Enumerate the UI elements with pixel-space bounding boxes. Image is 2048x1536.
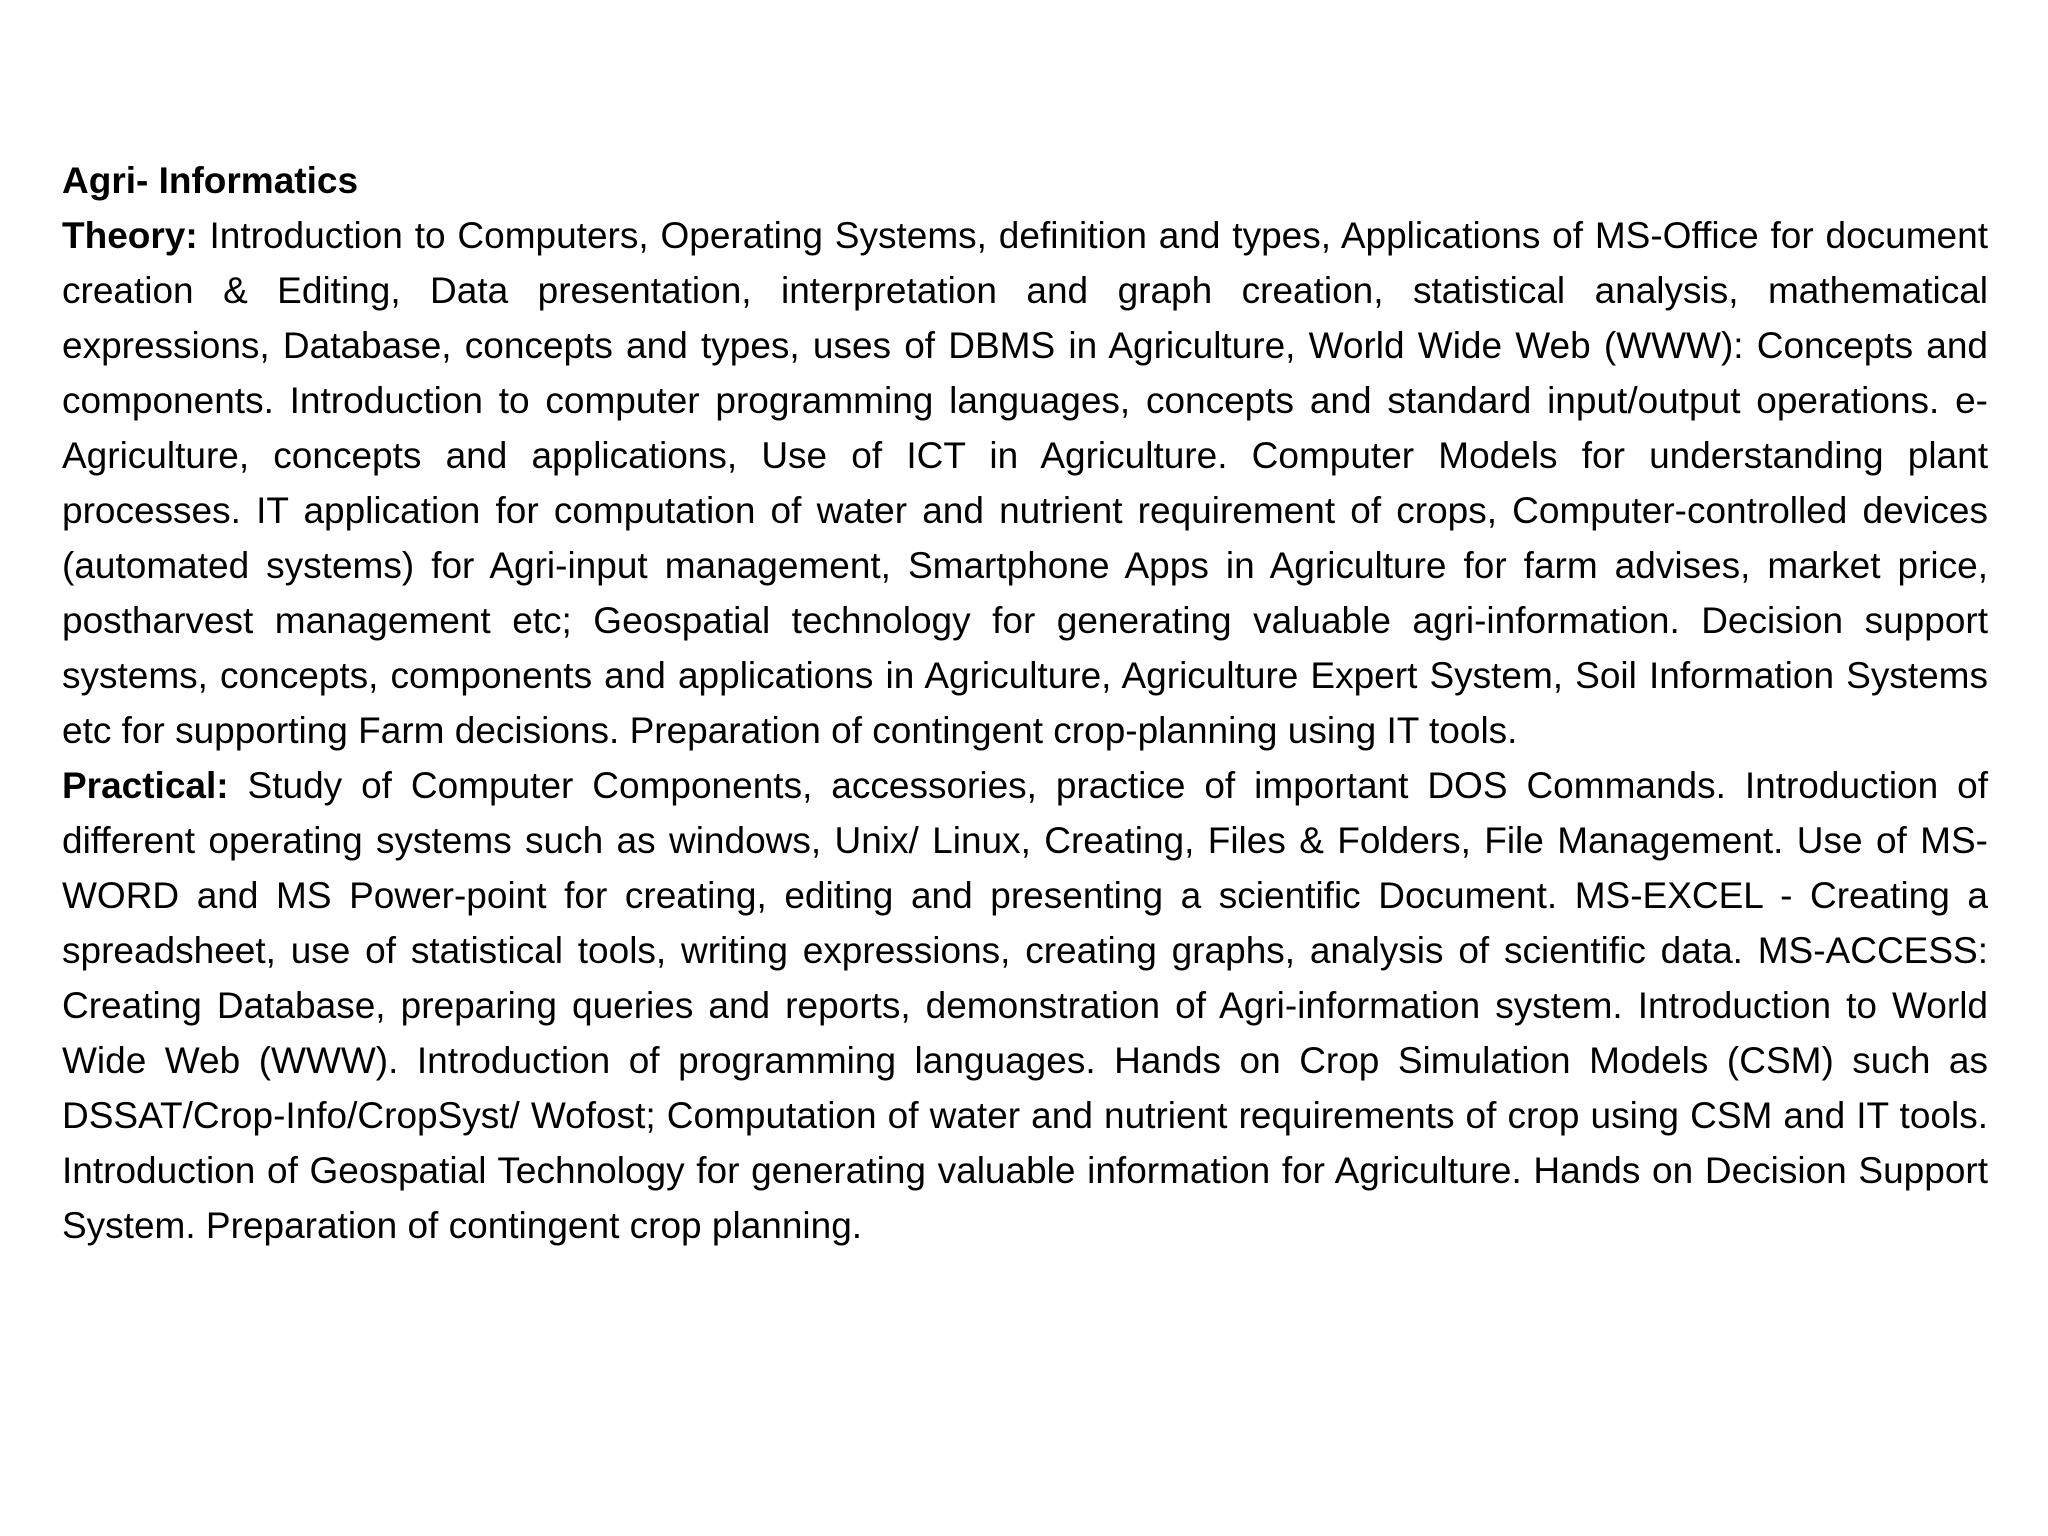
document-title: Agri- Informatics	[62, 160, 359, 201]
practical-text: Study of Computer Components, accessories, practice of important DOS Commands. Introduction of different operating systems such as windows, Unix/ Linux, Creating, Files & Folders, File Management. Use of MS-WORD and MS Power-point for creating, editing and presenting a scientific Document. MS-EXCEL - Creating a spreadsheet, use of statistical tools, writing expressions, creating graphs, analysis of scientific data. MS-ACCESS: Creating Database, preparing queries and reports, demonstration of Agri-information system. Introduction to World Wide Web (WWW). Introduction of programming languages. Hands on Crop Simulation Models (CSM) such as DSSAT/Crop-Info/CropSyst/ Wofost; Computation of water and nutrient requirements of crop using CSM and IT tools. Introduction of Geospatial Technology for generating valuable information for Agriculture. Hands on Decision Support System. Preparation of contingent crop planning.	[62, 765, 1988, 1246]
theory-label: Theory:	[62, 215, 198, 256]
practical-paragraph	[62, 758, 1988, 1253]
document-body	[62, 153, 1988, 1253]
theory-paragraph	[62, 208, 1988, 758]
practical-label: Practical:	[62, 765, 229, 806]
theory-text: Introduction to Computers, Operating Systems, definition and types, Applications of MS-Office for document creation & Editing, Data presentation, interpretation and graph creation, statistical analysis, mathematical expressions, Database, concepts and types, uses of DBMS in Agriculture, World Wide Web (WWW): Concepts and components. Introduction to computer programming languages, concepts and standard input/output operations. e-Agriculture, concepts and applications, Use of ICT in Agriculture. Computer Models for understanding plant processes. IT application for computation of water and nutrient requirement of crops, Computer-controlled devices (automated systems) for Agri-input management, Smartphone Apps in Agriculture for farm advises, market price, postharvest management etc; Geospatial technology for generating valuable agri-information. Decision support systems, concepts, components and applications in Agriculture, Agriculture Expert System, Soil Information Systems etc for supporting Farm decisions. Preparation of contingent crop-planning using IT tools.	[62, 215, 1988, 751]
